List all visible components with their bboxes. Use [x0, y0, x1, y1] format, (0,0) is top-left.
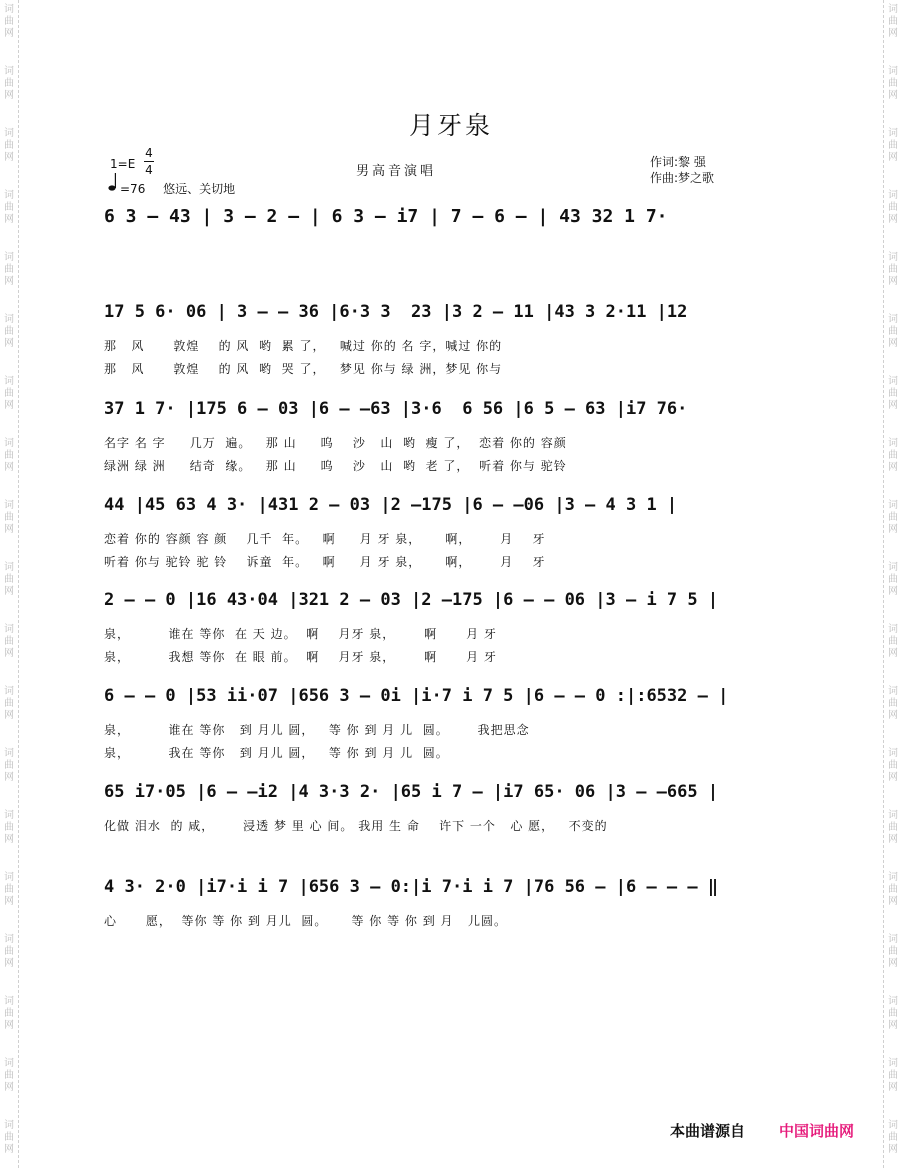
- watermark-mark: 词 曲 网: [4, 748, 14, 783]
- watermark-mark: 词 曲 网: [888, 562, 898, 597]
- lyric-line: 那 风 敦煌 的 风 哟 累 了， 喊过 你的 名 字，喊过 你的: [104, 339, 503, 353]
- time-signature-line: [144, 161, 154, 162]
- watermark-mark: 词 曲 网: [4, 128, 14, 163]
- watermark-mark: 词 曲 网: [888, 934, 898, 969]
- watermark-mark: 词 曲 网: [4, 624, 14, 659]
- key-signature: 1=E: [110, 157, 136, 171]
- watermark-mark: 词 曲 网: [888, 500, 898, 535]
- watermark-mark: 词 曲 网: [888, 4, 898, 39]
- watermark-mark: 词 曲 网: [4, 1120, 14, 1155]
- watermark-mark: 词 曲 网: [4, 686, 14, 721]
- source-label: 本曲谱源自: [670, 1122, 746, 1140]
- watermark-mark: 词 曲 网: [4, 872, 14, 907]
- watermark-mark: 词 曲 网: [4, 934, 14, 969]
- composer-credit: 作曲:梦之歌: [650, 171, 715, 185]
- notation-row: [104, 394, 750, 424]
- watermark-mark: 词 曲 网: [888, 438, 898, 473]
- performer: 男高音演唱: [356, 164, 437, 179]
- time-signature-top: 4: [145, 146, 153, 160]
- watermark-mark: 词 曲 网: [4, 438, 14, 473]
- time-signature-bottom: 4: [145, 163, 153, 177]
- lyric-line: 泉， 谁在 等你 到 月儿 圆， 等 你 到 月 儿 圆。 我把思念: [104, 723, 530, 737]
- watermark-mark: 词 曲 网: [888, 810, 898, 845]
- notation-row: [104, 202, 750, 232]
- watermark-mark: 词 曲 网: [4, 500, 14, 535]
- notation-text: 6 — — 0 |53 ii·07 |656 3 — 0i |i·7 i 7 5 |6 — — 0 :|:6532 — |: [104, 686, 729, 706]
- watermark-mark: 词 曲 网: [888, 252, 898, 287]
- song-title: 月牙泉: [408, 111, 493, 140]
- lyricist-credit: 作词:黎 强: [650, 155, 706, 169]
- notation-row: [104, 297, 750, 327]
- watermark-mark: 词 曲 网: [4, 4, 14, 39]
- watermark-mark: 词 曲 网: [4, 810, 14, 845]
- lyric-line: 化做 泪水 的 咸， 浸透 梦 里 心 间。 我用 生 命 许下 一个 心 愿， 不变的: [104, 819, 608, 833]
- notation-text: 6 3 — 43 | 3 — 2 — | 6 3 — i7 | 7 — 6 — | 43 32 1 7·: [104, 206, 668, 227]
- watermark-mark: 词 曲 网: [4, 996, 14, 1031]
- watermark-mark: 词 曲 网: [888, 128, 898, 163]
- notation-text: 44 |45 63 4 3· |431 2 — 03 |2 —175 |6 — —06 |3 — 4 3 1 |: [104, 495, 678, 515]
- watermark-mark: 词 曲 网: [888, 376, 898, 411]
- watermark-mark: 词 曲 网: [888, 190, 898, 225]
- lyric-line: 恋着 你的 容颜 容 颜 几千 年。 啊 月 牙 泉， 啊， 月 牙: [104, 532, 546, 546]
- notation-text: 65 i7·05 |6 — —i2 |4 3·3 2· |65 i 7 — |i7 65· 06 |3 — —665 |: [104, 782, 719, 802]
- notation-row: [104, 490, 750, 520]
- lyric-line: 泉， 我想 等你 在 眼 前。 啊 月牙 泉， 啊 月 牙: [104, 650, 497, 664]
- notation-text: 17 5 6· 06 | 3 — — 36 |6·3 3 23 |3 2 — 11 |43 3 2·11 |12: [104, 302, 688, 322]
- lyric-line: 泉， 我在 等你 到 月儿 圆， 等 你 到 月 儿 圆。: [104, 746, 449, 760]
- lyric-line: 绿洲 绿 洲 结奇 缘。 那 山 呜 沙 山 哟 老 了， 听着 你与 驼铃: [104, 459, 567, 473]
- watermark-mark: 词 曲 网: [4, 314, 14, 349]
- notation-text: 2 — — 0 |16 43·04 |321 2 — 03 |2 —175 |6 — — 06 |3 — i 7 5 |: [104, 590, 719, 610]
- tempo-marking: [120, 180, 235, 197]
- watermark-mark: 词 曲 网: [4, 66, 14, 101]
- watermark-mark: 词 曲 网: [4, 562, 14, 597]
- tempo-value: =76: [120, 182, 146, 196]
- lyric-line: 心 愿， 等你 等 你 到 月儿 圆。 等 你 等 你 到 月 儿圆。: [104, 914, 507, 928]
- watermark-mark: 词 曲 网: [888, 624, 898, 659]
- watermark-mark: 词 曲 网: [4, 376, 14, 411]
- lyric-line: 那 风 敦煌 的 风 哟 哭 了， 梦见 你与 绿 洲，梦见 你与: [104, 362, 503, 376]
- watermark-mark: 词 曲 网: [888, 1120, 898, 1155]
- watermark-mark: 词 曲 网: [888, 66, 898, 101]
- notation-text: 37 1 7· |175 6 — 03 |6 — —63 |3·6 6 56 |6 5 — 63 |i7 76·: [104, 399, 688, 419]
- watermark-mark: 词 曲 网: [888, 1058, 898, 1093]
- quarter-note-icon: [108, 172, 119, 192]
- expression-marking: 悠远、关切地: [163, 182, 236, 196]
- watermark-mark: 词 曲 网: [4, 190, 14, 225]
- site-name: 中国词曲网: [779, 1122, 855, 1140]
- lyric-line: 听着 你与 驼铃 驼 铃 诉童 年。 啊 月 牙 泉， 啊， 月 牙: [104, 555, 546, 569]
- notation-text: 4 3· 2·0 |i7·i i 7 |656 3 — 0:|i 7·i i 7 |76 56 — |6 — — — ‖: [104, 877, 719, 897]
- watermark-mark: 词 曲 网: [4, 252, 14, 287]
- watermark-mark: 词 曲 网: [888, 686, 898, 721]
- time-signature: [144, 146, 154, 177]
- watermark-mark: 词 曲 网: [888, 748, 898, 783]
- watermark-mark: 词 曲 网: [4, 1058, 14, 1093]
- watermark-strip-right: [883, 0, 902, 1168]
- watermark-strip-left: [0, 0, 19, 1168]
- notation-row: [104, 777, 750, 807]
- watermark-mark: 词 曲 网: [888, 996, 898, 1031]
- watermark-mark: 词 曲 网: [888, 314, 898, 349]
- notation-row: [104, 585, 750, 615]
- watermark-mark: 词 曲 网: [888, 872, 898, 907]
- lyric-line: 名字 名 字 几万 遍。 那 山 呜 沙 山 哟 瘦 了， 恋着 你的 容颜: [104, 436, 567, 450]
- lyric-line: 泉， 谁在 等你 在 天 边。 啊 月牙 泉， 啊 月 牙: [104, 627, 497, 641]
- notation-row: [104, 872, 750, 902]
- notation-row: [104, 681, 750, 711]
